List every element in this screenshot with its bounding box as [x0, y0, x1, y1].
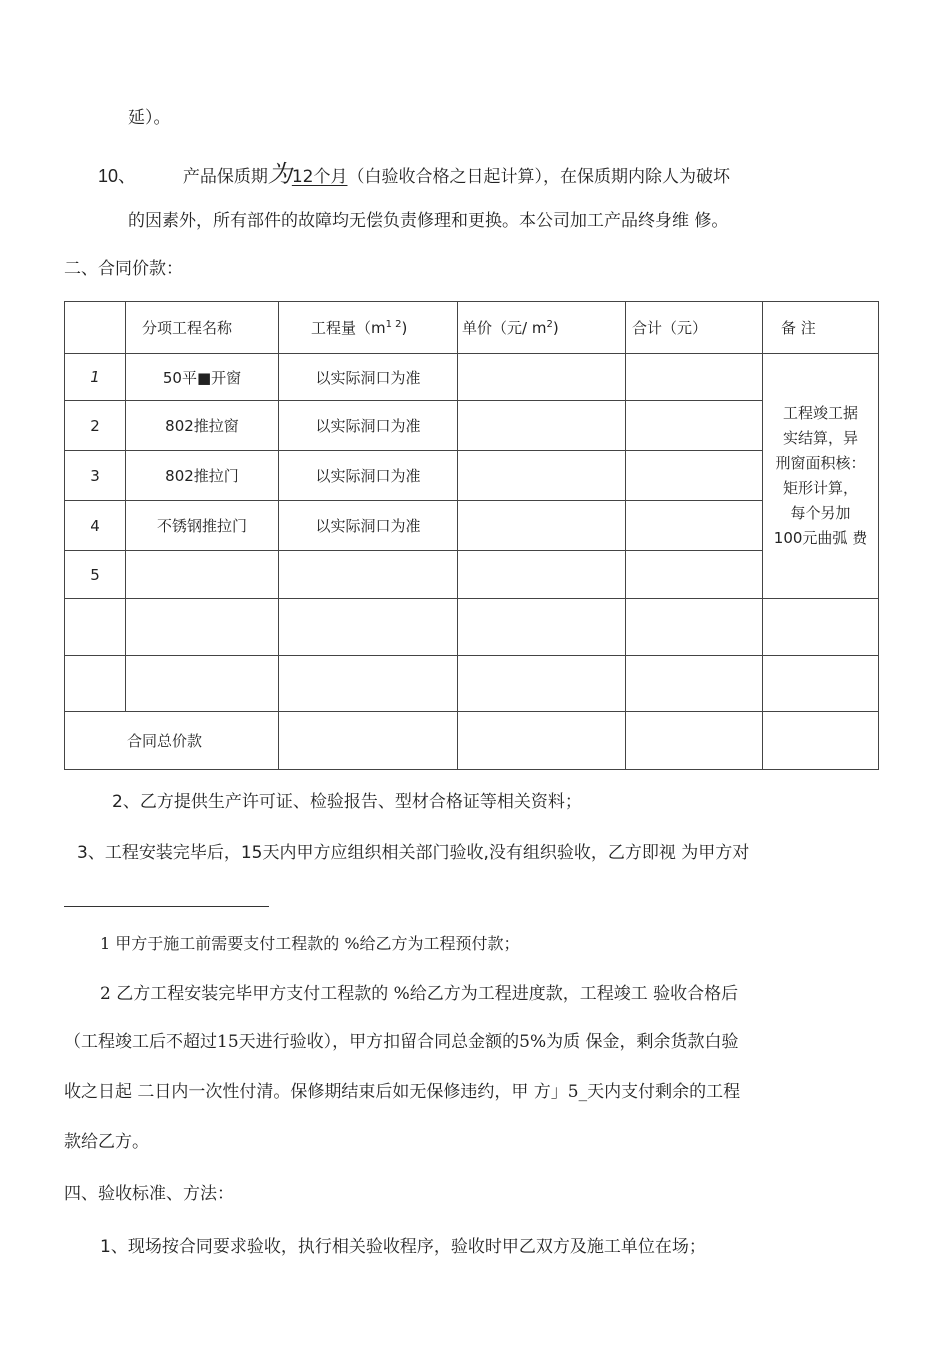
remark-line: 工程竣工据 [782, 404, 858, 422]
remark-line: 100元曲弧 费 [773, 529, 868, 547]
row-quantity: 以实际洞口为准 [279, 501, 458, 551]
row-quantity [279, 551, 458, 599]
item-2: 2、乙方提供生产许可证、检验报告、型材合格证等相关资料； [112, 792, 582, 812]
section-4-item-1: 1、现场按合同要求验收，执行相关验收程序，验收时甲乙双方及施工单位在场； [100, 1237, 706, 1257]
row-unit-price [458, 599, 626, 656]
quantity-header-text: 工程量（m [311, 319, 386, 337]
row-quantity: 以实际洞口为准 [279, 401, 458, 451]
header-cell-unit-price [458, 302, 626, 354]
warranty-period: 12个月 [291, 167, 348, 187]
row-remark [763, 656, 879, 712]
row-unit-price [458, 656, 626, 712]
row-total [626, 551, 763, 599]
table-row [65, 551, 879, 599]
remark-line: 每个另加 [790, 504, 851, 522]
footnote-2-line1: 2 乙方工程安装完毕甲方支付工程款的 %给乙方为工程进度款，工程竣工 验收合格后 [100, 984, 739, 1004]
row-number: 4 [65, 501, 126, 551]
table-row [65, 401, 879, 451]
total-row [65, 712, 879, 770]
footnote-1: 1 甲方于施工前需要支付工程款的 %给乙方为工程预付款； [100, 934, 520, 953]
header-cell-total: 合计（元） [626, 302, 763, 354]
row-quantity: 以实际洞口为准 [279, 354, 458, 401]
row-unit-price [458, 551, 626, 599]
row-unit-price [458, 401, 626, 451]
section-4-title: 四、验收标准、方法： [64, 1184, 234, 1204]
row-total [626, 656, 763, 712]
row-number [65, 599, 126, 656]
row-number [65, 656, 126, 712]
footnote-2-line2: （工程竣工后不超过15天进行验收），甲方扣留合同总金额的5%为质 保金，剩余货款白验 [64, 1032, 739, 1052]
row-unit-price [458, 451, 626, 501]
table-row [65, 354, 879, 401]
contract-price-table [64, 301, 879, 770]
table-row [65, 656, 879, 712]
row-total [626, 501, 763, 551]
row-number: 2 [65, 401, 126, 451]
remark-line: 刑窗面积核： [775, 454, 866, 472]
clause-10-text-d: （白验收合格之日起计算），在保质期内除人为破坏 [347, 167, 730, 187]
row-item-name: 不锈钢推拉门 [126, 501, 279, 551]
item-3: 3、工程安装完毕后，15天内甲方应组织相关部门验收,没有组织验收，乙方即视 为甲方对 [77, 843, 750, 863]
row-number: 1 [65, 354, 126, 401]
total-remark [763, 712, 879, 770]
remark-line: 实结算，异 [782, 429, 858, 447]
row-quantity: 以实际洞口为准 [279, 451, 458, 501]
table-row [65, 599, 879, 656]
row-remark [763, 599, 879, 656]
total-label: 合同总价款 [65, 712, 279, 770]
row-unit-price [458, 501, 626, 551]
header-cell-no [65, 302, 126, 354]
clause-10-number: 10、 [98, 166, 137, 186]
header-cell-remark: 备 注 [763, 302, 879, 354]
header-cell-quantity [279, 302, 458, 354]
row-quantity [279, 656, 458, 712]
row-total [626, 401, 763, 451]
clause-10-line2: 的因素外，所有部件的故障均无偿负责修理和更换。本公司加工产品终身维 修。 [128, 211, 729, 231]
unit-price-header-text: 单价（元/ m [462, 319, 547, 337]
clause-10-line1 [98, 160, 730, 189]
total-amount [626, 712, 763, 770]
row-total [626, 599, 763, 656]
clause-10-text-b: 为 [267, 160, 292, 188]
remark-cell [763, 354, 879, 599]
row-item-name [126, 599, 279, 656]
row-number: 5 [65, 551, 126, 599]
continuation-text: 延）。 [128, 108, 171, 128]
remark-line: 矩形计算， [782, 479, 858, 497]
total-quantity [279, 712, 458, 770]
table-row [65, 451, 879, 501]
header-cell-item-name: 分项工程名称 [126, 302, 279, 354]
footnote-2-line4: 款给乙方。 [64, 1132, 149, 1152]
row-unit-price [458, 354, 626, 401]
unit-price-header-sup: 2 [546, 319, 553, 330]
row-item-name: 50平■开窗 [126, 354, 279, 401]
clause-10-text-a: 产品保质期 [182, 167, 268, 187]
row-item-name: 802推拉窗 [126, 401, 279, 451]
section-2-title: 二、合同价款： [64, 259, 183, 279]
table-header-row [65, 302, 879, 354]
row-total [626, 354, 763, 401]
footnote-separator [64, 906, 269, 907]
table-row [65, 501, 879, 551]
row-quantity [279, 599, 458, 656]
row-number: 3 [65, 451, 126, 501]
footnote-2-line3: 收之日起 二日内一次性付清。保修期结束后如无保修违约，甲 方」5_天内支付剩余的工程 [64, 1082, 741, 1102]
row-item-name [126, 656, 279, 712]
row-item-name [126, 551, 279, 599]
row-total [626, 451, 763, 501]
unit-price-header-close: ) [552, 319, 559, 337]
quantity-header-close: ) [401, 319, 408, 337]
quantity-header-sup: 1 2 [385, 319, 402, 330]
row-item-name: 802推拉门 [126, 451, 279, 501]
total-unit-price [458, 712, 626, 770]
